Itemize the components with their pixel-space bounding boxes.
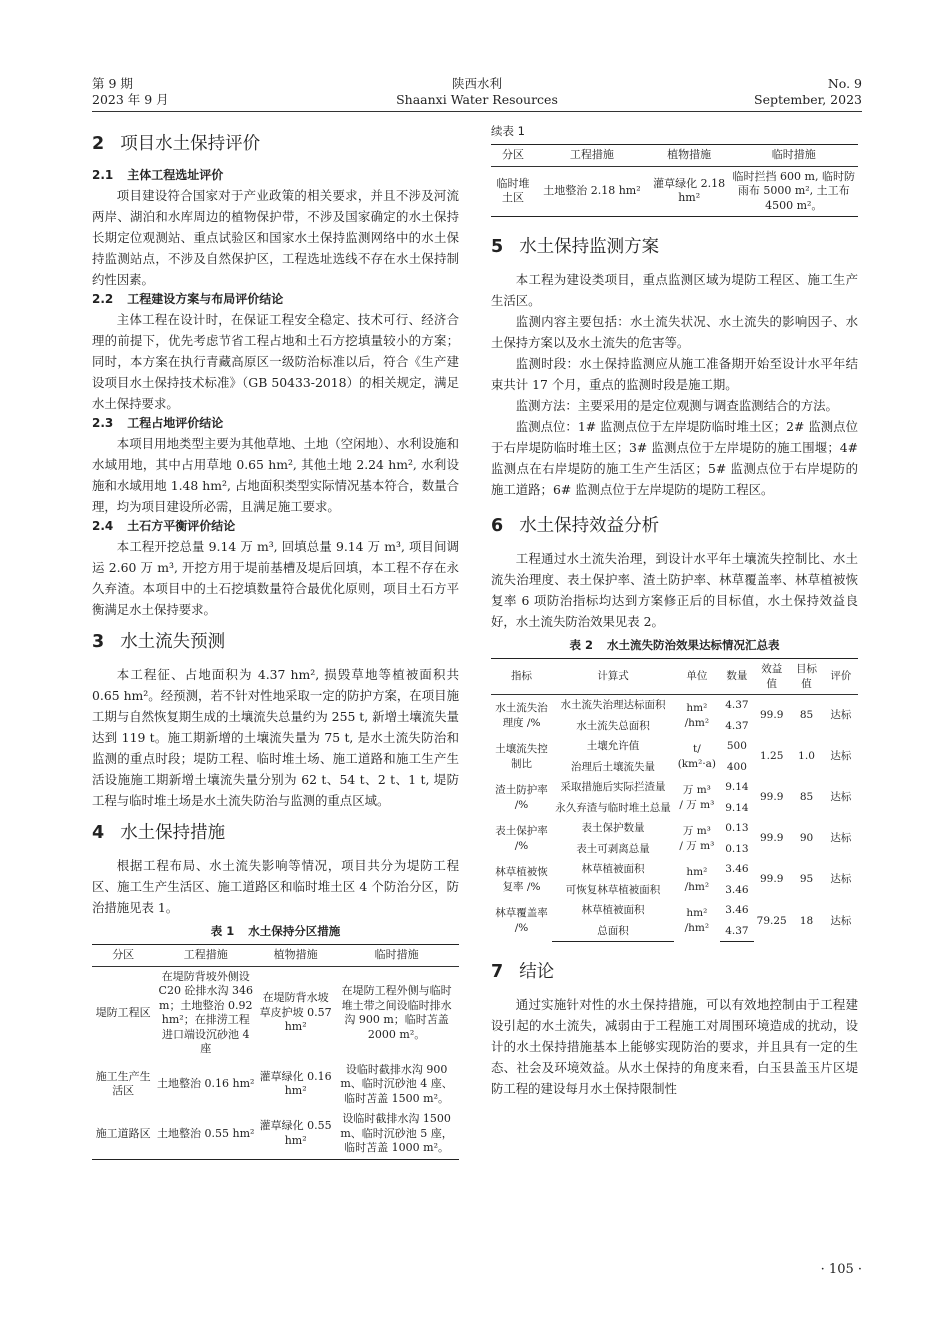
paragraph-5-2: 监测内容主要包括：水土流失状况、水土流失的影响因子、水土保持方案以及水土流失的危害等。 [491,314,858,350]
cell-quantity: 9.14 [725,801,749,814]
cell-quantity: 4.37 [720,921,754,942]
date-cn: 2023 年 9 月 [92,92,169,107]
col-header: 植物措施 [649,145,730,167]
cell-engineering: 土地整治 2.18 hm² [535,166,649,217]
paragraph-2-2: 主体工程在设计时，在保证工程安全稳定、技术可行、经济合理的前提下，优先考虑节省工程占地和土石方挖填量较小的方案；同时，本方案在执行青藏高原区一级防治标准以后，符合《生产建设项目水土保持技术标准》（GB 50433-2018）的相关规定，满足水土保持要求。 [92,312,459,411]
paragraph-2-1: 项目建设符合国家对于产业政策的相关要求，并且不涉及河流两岸、湖泊和水库周边的植物保护带，不涉及国家确定的水土保持长期定位观测站、重点试验区和国家水土保持监测网络中的水土保持监测站点，不涉及自然保护区，工程选址选线不存在水土保持制约性因素。 [92,188,459,287]
cell-temporary: 在堤防工程外侧与临时堆土带之间设临时排水沟 900 m；临时苫盖 2000 m²。 [341,984,452,1041]
table-title: 水土流失防治效果达标情况汇总表 [607,638,780,652]
table-row [92,1109,459,1159]
cell-unit: hm² /hm² [684,907,710,934]
table-1-continued-caption: 续表 1 [491,124,525,138]
table-row [491,777,858,798]
col-header: 分区 [92,945,154,967]
cell-temporary: 设临时截排水沟 1500 m、临时沉砂池 5 座，临时苫盖 1000 m²。 [334,1109,459,1159]
cell-indicator: 土壤流失控制比 [495,743,548,770]
cell-benefit: 99.9 [760,709,784,722]
table-header-row [92,945,459,967]
paragraph-3: 本工程征、占地面积为 4.37 hm², 损毁草地等植被面积共 0.65 hm²。经预测，若不针对性地采取一定的防护方案，在项目施工期与自然恢复期生成的土壤流失总量约为 255 t, 新增土壤流失量达到 119 t。施工期新增的土壤流失量为 75 t, 是水土流失防治和监测的重点时段；堤防工程、临时堆土场、施工道路和施工生产生活设施施工期新增土壤流失量分别为 62 t、54 t、2 t、1 t, 堤防工程与临时堆土场是水土流失防治与监测的重点区域。 [92,667,459,808]
cell-formula-denominator: 水土流失总面积 [576,719,650,732]
subsection-2-2-heading [92,290,459,309]
cell-evaluation: 达标 [830,873,852,886]
cell-evaluation: 达标 [830,750,852,763]
cell-benefit: 1.25 [760,750,784,763]
cell-evaluation: 达标 [830,791,852,804]
table-1-continued [491,144,858,217]
cell-engineering: 土地整治 0.55 hm² [154,1109,257,1159]
cell-formula-denominator: 表土可剥离总量 [576,842,650,855]
section-title: 水土保持措施 [120,823,226,843]
cell-formula-numerator: 土壤允许值 [586,740,640,752]
subsection-2-1-heading [92,166,459,185]
col-header: 临时措施 [334,945,459,967]
header-center [92,76,862,108]
subsection-title: 土石方平衡评价结论 [127,519,236,533]
cell-engineering: 在堤防背坡外侧设 C20 砼排水沟 346 m；土地整治 0.92 hm²；在排涝工程进口端设沉砂池 4 座 [158,969,253,1055]
paragraph-5-4: 监测方法：主要采用的是定位观测与调查监测结合的方法。 [515,398,838,413]
table-row [491,166,858,217]
left-column [92,128,459,1160]
cell-plant: 在堤防背水坡草皮护坡 0.57 hm² [259,991,332,1034]
col-header: 效益值 [754,659,789,695]
cell-unit: 万 m³ / 万 m³ [679,825,715,852]
section-7-heading [491,960,858,984]
table-1-caption [92,922,459,940]
section-5-heading [491,235,858,259]
cell-formula-denominator: 永久弃渣与临时堆土总量 [555,801,671,814]
subsection-number: 2.2 [92,292,114,306]
table-2-caption [491,636,858,654]
col-header: 植物措施 [257,945,334,967]
paragraph-2-4: 本工程开挖总量 9.14 万 m³, 回填总量 9.14 万 m³, 项目间调运 2.60 万 m³, 开挖方用于堤前基槽及堤后回填，本工程不存在永久弃渣。本项目中的土石挖填数量符合最优化原则，项目土石方平衡满足水土保持要求。 [92,539,459,617]
cell-indicator: 林草植被恢复率 /% [495,866,548,893]
cell-evaluation: 达标 [830,832,852,845]
section-number: 4 [92,823,105,843]
paragraph-5-1: 本工程为建设类项目，重点监测区域为堤防工程区、施工生产生活区。 [491,272,858,308]
cell-formula-numerator: 林草植被面积 [581,904,645,916]
cell-unit: hm² /hm² [684,866,710,893]
paragraph-2-3: 本项目用地类型主要为其他草地、土地（空闲地）、水利设施和水域用地，其中占用草地 0.65 hm², 其他土地 2.24 hm², 水利设施和水域用地 1.48 hm², 占地面积类型实际情况基本符合，数量合理，均为项目建设所必需，且满足施工要求。 [92,436,459,514]
subsection-title: 工程建设方案与布局评价结论 [127,292,284,306]
section-4-heading [92,821,459,845]
section-number: 2 [92,134,105,154]
section-number: 5 [491,237,504,257]
section-6-heading [491,514,858,538]
cell-indicator: 渣土防护率 /% [495,784,548,811]
cell-quantity: 4.37 [725,699,749,711]
cell-target: 95 [799,873,814,886]
cell-quantity: 9.14 [725,781,749,793]
table-row [491,736,858,757]
cell-quantity: 4.37 [725,719,749,732]
cell-target: 90 [799,832,814,845]
header-right [754,76,862,108]
table-row [92,1060,459,1110]
journal-cn: 陕西水利 [451,76,502,91]
cell-temporary: 临时拦挡 600 m, 临时防雨布 5000 m², 土工布 4500 m²。 [730,166,858,217]
section-title: 水土保持监测方案 [519,237,660,257]
subsection-number: 2.4 [92,519,114,533]
section-2-heading [92,132,459,156]
cell-quantity: 0.13 [725,822,749,834]
section-3-heading [92,630,459,654]
cell-target: 85 [799,709,814,722]
cell-quantity: 0.13 [725,842,749,855]
cell-benefit: 99.9 [760,832,784,845]
cell-quantity: 3.46 [725,863,749,875]
section-title: 项目水土保持评价 [120,134,261,154]
table-row [92,966,459,1060]
col-header: 单位 [674,659,720,695]
table-row [491,900,858,921]
table-title: 水土保持分区措施 [248,924,341,938]
subsection-number: 2.1 [92,168,114,182]
table-1 [92,944,459,1160]
section-title: 水土流失预测 [120,632,226,652]
table-number: 表 1 [210,924,235,938]
cell-indicator: 表土保护率 /% [495,825,548,852]
page-number: · 105 · [820,1262,862,1277]
table-2 [491,658,858,942]
cell-benefit: 99.9 [760,873,784,886]
cell-target: 18 [799,914,814,927]
paragraph-6: 工程通过水土流失治理，到设计水平年土壤流失控制比、水土流失治理度、表土保护率、渣土防护率、林草覆盖率、林草植被恢复率 6 项防治指标均达到方案修正后的目标值，水土保持效益良好，水土流失防治效果见表 2。 [491,551,858,629]
paragraph-5-5: 监测点位：1# 监测点位于左岸堤防临时堆土区；2# 监测点位于右岸堤防临时堆土区；3# 监测点位于左岸堤防的施工围堰；4# 监测点在右岸堤防的施工生产生活区；5# 监测点位于右岸堤防的施工道路；6# 监测点位于左岸堤防的堤防工程区。 [491,419,858,497]
cell-unit: 万 m³ / 万 m³ [679,784,715,811]
col-header: 工程措施 [535,145,649,167]
cell-target: 85 [799,791,814,804]
table-2-body [491,695,858,942]
cell-benefit: 79.25 [756,914,787,927]
col-header: 计算式 [552,659,674,695]
subsection-title: 主体工程选址评价 [127,168,224,182]
table-row [491,859,858,880]
cell-indicator: 林草覆盖率 /% [495,907,548,934]
cell-benefit: 99.9 [760,791,784,804]
cell-formula-numerator: 表土保护数量 [581,822,645,834]
issue-cn: 第 9 期 [92,76,133,91]
journal-en: Shaanxi Water Resources [396,92,558,107]
cell-formula-numerator: 林草植被面积 [581,863,645,875]
cell-formula-numerator: 采取措施后实际拦渣量 [560,781,666,793]
paragraph-5-3: 监测时段：水土保持监测应从施工准备期开始至设计水平年结束共计 17 个月，重点的监测时段是施工期。 [491,356,858,392]
cell-formula-denominator: 治理后土壤流失量 [571,760,655,773]
cell-quantity: 500 [726,740,747,752]
cell-plant: 灌草绿化 0.55 hm² [257,1109,334,1159]
col-header: 分区 [491,145,535,167]
col-header: 目标值 [789,659,823,695]
col-header: 数量 [720,659,754,695]
cell-engineering: 土地整治 0.16 hm² [157,1077,255,1090]
date-en: September, 2023 [754,92,862,107]
cell-unit: t/ (km²·a) [677,743,717,770]
cell-zone: 堤防工程区 [95,1005,151,1019]
cell-zone: 施工生产生活区 [95,1069,151,1098]
cell-quantity: 3.46 [725,883,749,896]
cell-formula-numerator: 水土流失治理达标面积 [560,699,666,711]
cell-quantity: 400 [726,760,747,773]
cell-unit: hm² /hm² [684,702,710,729]
cell-temporary: 设临时截排水沟 900 m、临时沉砂池 4 座、临时苫盖 1500 m²。 [340,1062,453,1105]
cell-quantity: 3.46 [725,904,749,916]
cell-evaluation: 达标 [830,914,852,927]
section-title: 水土保持效益分析 [519,516,660,536]
section-number: 3 [92,632,105,652]
section-number: 6 [491,516,504,536]
cell-plant: 灌草绿化 0.16 hm² [259,1069,332,1098]
paragraph-7: 通过实施针对性的水土保持措施，可以有效地控制由于工程建设引起的水土流失，减弱由于工程施工对周围环境造成的扰动，设计的水土保持措施基本上能够实现防治的要求，并且具有一定的生态、社会及环境效益。从水土保持的角度来看，白玉县盖玉片区堤防工程的建设每月水土保持限制性 [491,997,858,1096]
table-row [491,818,858,839]
subsection-2-4-heading [92,517,459,536]
running-header [92,76,862,110]
paragraph-4: 根据工程布局、水土流失影响等情况，项目共分为堤防工程区、施工生产生活区、施工道路区和临时堆土区 4 个防治分区，防治措施见表 1。 [92,858,459,915]
issue-en: No. 9 [827,76,862,91]
cell-target: 1.0 [798,750,815,763]
col-header: 指标 [491,659,552,695]
col-header: 评价 [824,659,858,695]
cell-evaluation: 达标 [830,709,852,722]
table-header-row [491,145,858,167]
cell-formula-denominator: 可恢复林草植被面积 [565,883,661,896]
section-title: 结论 [519,962,555,982]
cell-zone: 临时堆土区 [491,166,535,217]
subsection-2-3-heading [92,414,459,433]
section-number: 7 [491,962,504,982]
right-column [491,122,858,1099]
cell-indicator: 水土流失治理度 /% [495,702,548,729]
col-header: 临时措施 [730,145,858,167]
cell-formula-denominator: 总面积 [552,921,674,942]
col-header: 工程措施 [154,945,257,967]
subsection-title: 工程占地评价结论 [127,416,224,430]
table-header-row [491,659,858,695]
subsection-number: 2.3 [92,416,114,430]
cell-plant: 灌草绿化 2.18 hm² [649,166,730,217]
table-row [491,695,858,716]
table-number: 表 2 [569,638,593,652]
header-rule [92,111,862,112]
cell-zone: 施工道路区 [92,1109,154,1159]
